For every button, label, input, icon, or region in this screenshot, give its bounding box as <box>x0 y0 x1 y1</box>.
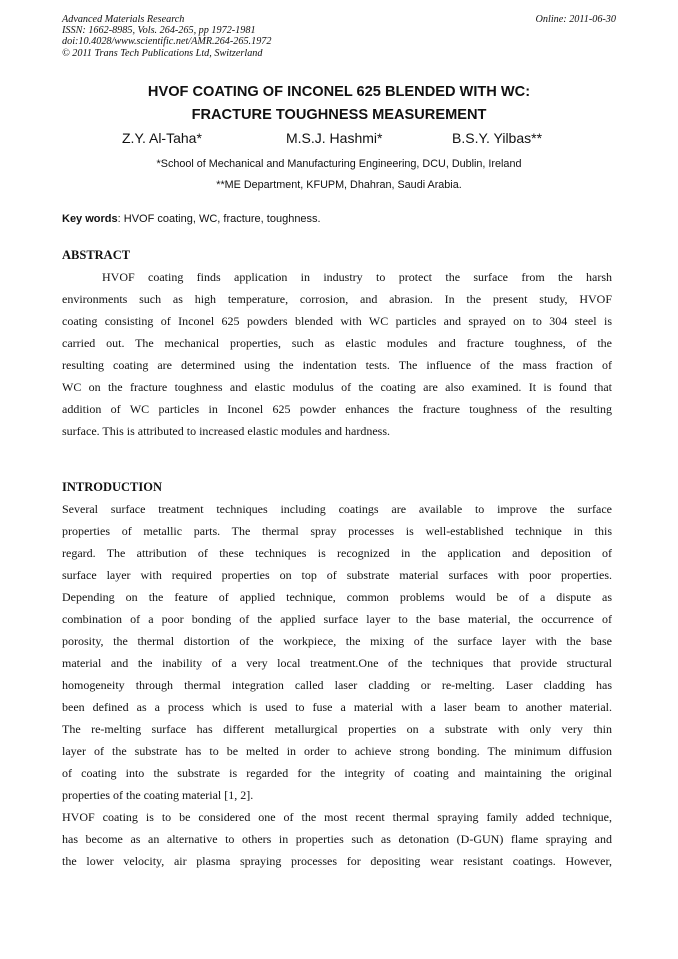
author-list <box>62 130 616 150</box>
title-line: FRACTURE TOUGHNESS MEASUREMENT <box>191 106 487 123</box>
text-line: environments such as high temperature, corrosion, and abrasion. In the present study, HVOF <box>62 292 612 306</box>
text-line: material and the inability of a very local treatment.One of the techniques that provide structural <box>62 656 612 670</box>
text-line: HVOF coating is to be considered one of the most recent thermal spraying family added technique, <box>62 810 612 824</box>
text-line: porosity, the thermal distortion of the workpiece, the mixing of the surface layer with the base <box>62 634 612 648</box>
text-line: Several surface treatment techniques including coatings are available to improve the surface <box>62 502 612 516</box>
paper-title <box>62 81 616 126</box>
text-line: properties of metallic parts. The thermal spray processes is well-established technique in this <box>62 524 612 538</box>
text-line: layer of the substrate has to be melted in order to achieve strong bonding. The minimum diffusion <box>62 744 612 758</box>
author: M.S.J. Hashmi* <box>286 130 383 146</box>
title-line: HVOF COATING OF INCONEL 625 BLENDED WITH WC: <box>147 84 531 100</box>
text-line: properties of the coating material [1, 2]. <box>62 788 254 802</box>
text-line: of coating into the substrate is regarded for the integrity of coating and maintaining the original <box>62 766 612 780</box>
journal-header <box>62 14 616 59</box>
text-line: HVOF coating finds application in industry to protect the surface from the harsh <box>102 270 612 284</box>
text-line: the lower velocity, air plasma spraying processes for depositing wear resistant coatings. However, <box>62 854 612 868</box>
keywords-text: : HVOF coating, WC, fracture, toughness. <box>117 213 321 225</box>
author: Z.Y. Al-Taha* <box>122 130 202 146</box>
text-line: coating consisting of Inconel 625 powders blended with WC particles and sprayed on to 304 steel is <box>62 314 612 328</box>
text-line: Depending on the feature of applied technique, common problems would be of a dispute as <box>62 590 612 604</box>
text-line: surface. This is attributed to increased elastic modules and hardness. <box>62 424 391 438</box>
text-line: been defined as a process which is used to fuse a material with a laser beam to another material. <box>62 700 612 714</box>
abstract-heading: ABSTRACT <box>62 248 131 262</box>
keywords-label: Key words <box>62 213 118 225</box>
text-line: regard. The attribution of these techniques is recognized in the application and deposition of <box>62 546 612 560</box>
affiliation: **ME Department, KFUPM, Dhahran, Saudi Arabia. <box>216 179 462 191</box>
text-line: addition of WC particles in Inconel 625 powder enhances the fracture toughness of the resulting <box>62 402 612 416</box>
text-line: The re-melting surface has different metallurgical properties on a substrate with only very thin <box>62 722 612 736</box>
online-date: Online: 2011-06-30 <box>535 14 616 25</box>
text-line: combination of a poor bonding of the applied surface layer to the base material, the occurrence of <box>62 612 612 626</box>
introduction-body <box>62 498 612 872</box>
journal-name: Advanced Materials Research <box>62 14 185 25</box>
affiliation: *School of Mechanical and Manufacturing Engineering, DCU, Dublin, Ireland <box>156 158 522 170</box>
text-line: WC on the fracture toughness and elastic modulus of the coating are also examined. It is found that <box>62 380 612 394</box>
copyright-line: © 2011 Trans Tech Publications Ltd, Switzerland <box>62 47 263 59</box>
issn-line: ISSN: 1662-8985, Vols. 264-265, pp 1972-1981 <box>62 25 256 37</box>
abstract-body <box>62 266 612 442</box>
author: B.S.Y. Yilbas** <box>452 130 543 146</box>
introduction-heading: INTRODUCTION <box>62 480 163 494</box>
text-line: has become as an alternative to others in properties such as detonation (D-GUN) flame spraying and <box>62 832 612 846</box>
text-line: resulting coating are determined using the indentation tests. The influence of the mass fraction of <box>62 358 612 372</box>
text-line: surface layer with required properties on top of substrate material surfaces with poor properties. <box>62 568 612 582</box>
text-line: carried out. The mechanical properties, such as elastic modules and fracture toughness, of the <box>62 336 612 350</box>
keywords <box>62 212 616 226</box>
doi-line: doi:10.4028/www.scientific.net/AMR.264-265.1972 <box>62 36 272 48</box>
text-line: homogeneity through thermal integration called laser cladding or re-melting. Laser cladding has <box>62 678 612 692</box>
